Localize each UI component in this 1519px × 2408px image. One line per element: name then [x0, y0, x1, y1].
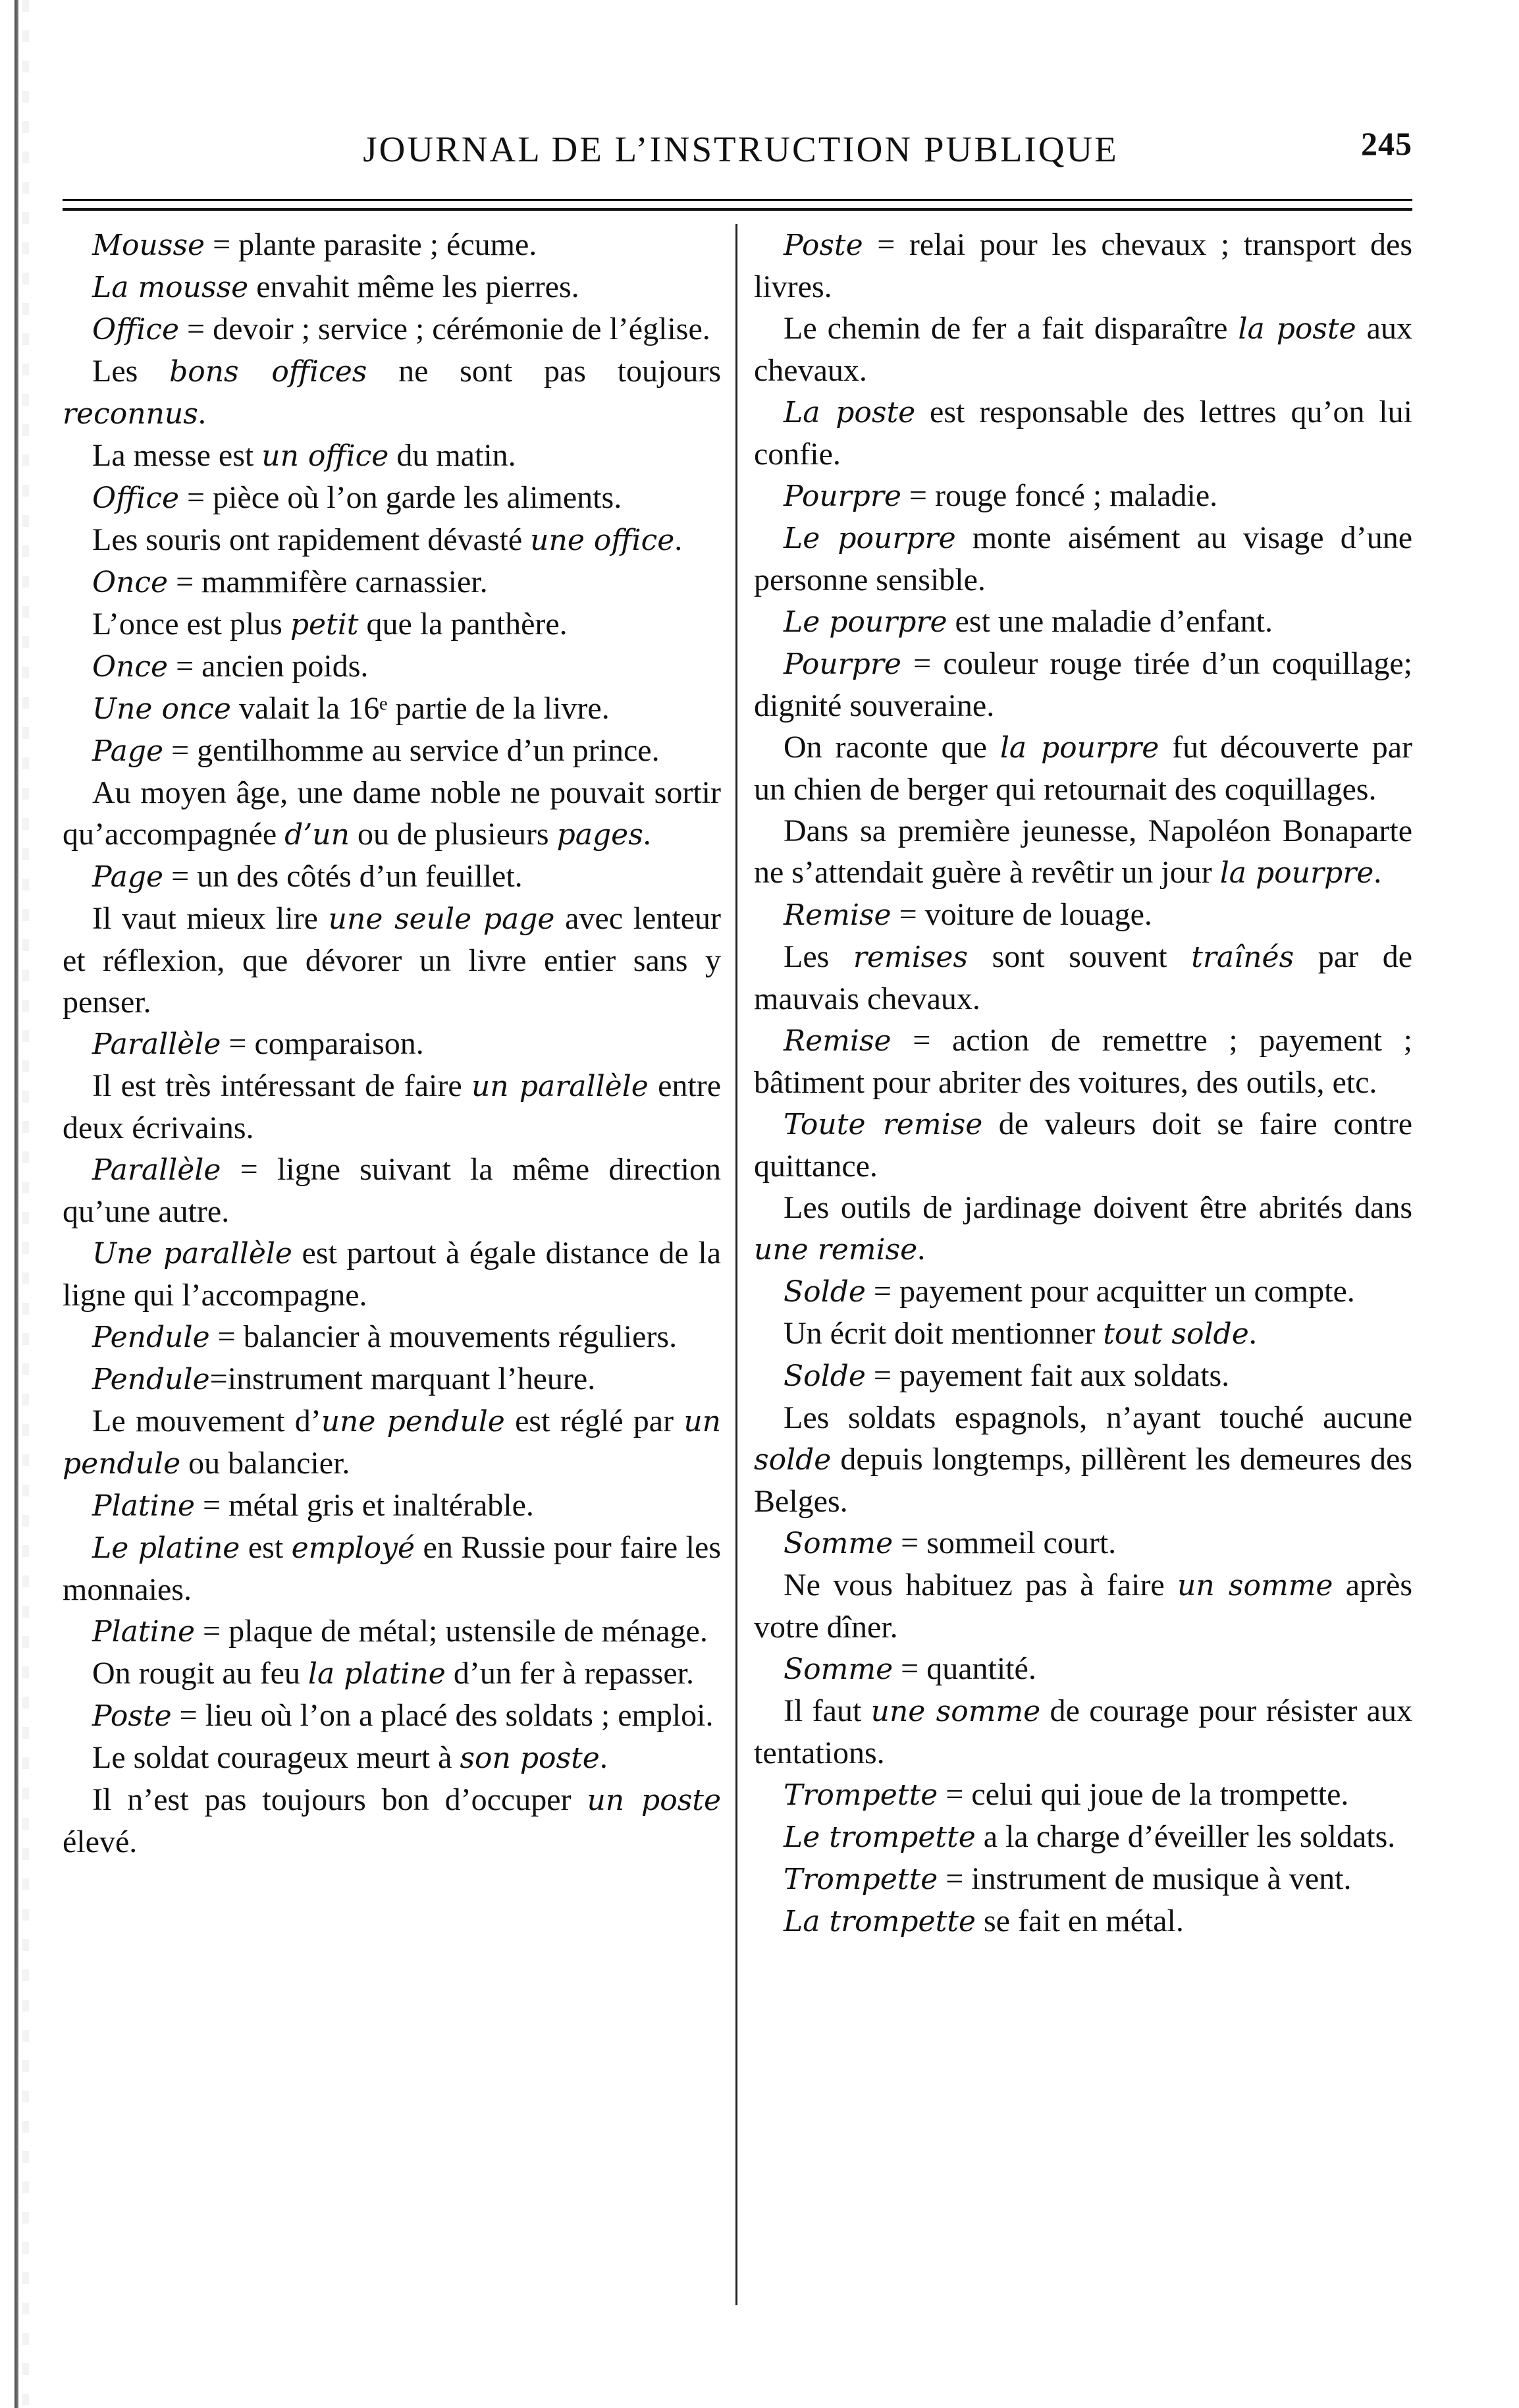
entry-paragraph [754, 224, 1412, 308]
text-run: = mammifère carnassier. [168, 564, 488, 599]
entry-paragraph [63, 1653, 721, 1695]
text-run: = payement pour acquitter un compte. [865, 1274, 1355, 1309]
italic-term: Office [92, 313, 179, 346]
italic-term: Remise [784, 898, 892, 932]
entry-paragraph [63, 224, 721, 266]
text-run: = couleur rouge tirée d’un coquillage; dignité souveraine. [754, 646, 1412, 723]
entry-paragraph [754, 726, 1412, 810]
two-column-body [63, 224, 1412, 2305]
text-run: = métal gris et inaltérable. [195, 1488, 534, 1523]
entry-paragraph [63, 1779, 721, 1863]
entry-paragraph [754, 1103, 1412, 1187]
entry-paragraph [754, 475, 1412, 517]
entry-paragraph [754, 308, 1412, 391]
text-run: Dans sa première jeunesse, Napoléon Bonaparte ne s’attendait guère à revêtir un jour [754, 813, 1412, 890]
text-run: . [643, 817, 651, 852]
text-run: de courage pour résister aux tentations. [754, 1693, 1412, 1770]
text-run: que la panthère. [358, 607, 568, 642]
text-run: . [917, 1232, 926, 1267]
text-run: Les soldats espagnols, n’ayant touché aucune [784, 1400, 1412, 1435]
text-run: = celui qui joue de la trompette. [938, 1777, 1349, 1812]
italic-term: Page [92, 860, 164, 894]
entry-paragraph [754, 1774, 1412, 1816]
italic-term: Office [92, 481, 179, 515]
text-run: se fait en métal. [975, 1903, 1184, 1938]
text-run: fut découverte par un chien de berger qui retournait des coquillages. [754, 730, 1412, 807]
text-run: La messe est [92, 438, 262, 473]
text-run: valait la 16ᵉ partie de la livre. [230, 691, 610, 726]
text-run: Le mouvement d’ [92, 1404, 321, 1438]
column-divider [735, 224, 737, 2305]
text-run: = lieu où l’on a placé des soldats ; emploi. [171, 1698, 714, 1733]
italic-term: Platine [92, 1489, 196, 1523]
entry-paragraph [754, 601, 1412, 643]
italic-term: un pendule [63, 1405, 721, 1481]
entry-paragraph [63, 1485, 721, 1527]
running-header [63, 125, 1412, 188]
italic-term: Pendule [92, 1363, 210, 1396]
italic-term: La poste [784, 396, 916, 429]
text-run: Il est très intéressant de faire [92, 1068, 471, 1103]
entry-paragraph [754, 1900, 1412, 1942]
italic-term: Parallèle [92, 1027, 221, 1061]
entry-paragraph [63, 435, 721, 477]
entry-paragraph [63, 603, 721, 645]
entry-paragraph [754, 894, 1412, 936]
text-run: . [1248, 1316, 1257, 1351]
text-run: = rouge foncé ; maladie. [901, 478, 1218, 513]
text-run: ou de plusieurs [349, 817, 557, 852]
entry-paragraph [63, 1065, 721, 1149]
entry-paragraph [63, 1358, 721, 1400]
text-run: Au moyen âge, une dame noble ne pouvait sortir qu’accompagnée [63, 775, 721, 852]
entry-paragraph [63, 730, 721, 772]
italic-term: Parallèle [92, 1153, 221, 1187]
entry-paragraph [754, 1020, 1412, 1103]
text-run: avec lenteur et réflexion, que dévorer un livre entier sans y penser. [63, 901, 721, 1020]
entry-paragraph [63, 1610, 721, 1653]
text-run: est partout à égale distance de la ligne qui l’accompagne. [63, 1236, 721, 1313]
entry-paragraph [63, 645, 721, 688]
header-rule-thick [63, 208, 1412, 211]
text-run: L’once est plus [92, 607, 290, 642]
text-run: On raconte que [784, 730, 1000, 765]
text-run: Il faut [784, 1693, 871, 1728]
text-run: = voiture de louage. [891, 897, 1152, 932]
italic-term: Mousse [92, 229, 205, 262]
italic-term: d’un [284, 818, 350, 852]
italic-term: bons offices [169, 355, 367, 389]
entry-paragraph [754, 1690, 1412, 1774]
text-run: après votre dîner. [754, 1568, 1412, 1645]
entry-paragraph [63, 1232, 721, 1316]
text-run: entre deux écrivains. [63, 1068, 721, 1145]
text-run: = instrument de musique à vent. [938, 1861, 1352, 1896]
text-run: = pièce où l’on garde les aliments. [179, 480, 622, 515]
text-run: Les [92, 354, 170, 389]
entry-paragraph [63, 266, 721, 308]
entry-paragraph [754, 1397, 1412, 1522]
italic-term: un poste [587, 1784, 721, 1817]
italic-term: une office [530, 524, 675, 557]
text-run: d’un fer à repasser. [445, 1656, 694, 1691]
entry-paragraph [754, 1564, 1412, 1648]
italic-term: Toute remise [784, 1108, 983, 1141]
entry-paragraph [63, 1695, 721, 1737]
text-run: envahit même les pierres. [248, 269, 579, 304]
text-run: . [1373, 855, 1382, 890]
right-column [754, 224, 1412, 2305]
italic-term: un somme [1177, 1569, 1333, 1602]
italic-term: la pourpre [1219, 856, 1374, 890]
text-run: élevé. [63, 1824, 138, 1859]
entry-paragraph [63, 688, 721, 730]
text-run: est réglé par [504, 1404, 684, 1438]
text-run: = plaque de métal; ustensile de ménage. [195, 1614, 708, 1649]
text-run: = ancien poids. [168, 649, 369, 684]
text-run: = payement fait aux soldats. [865, 1358, 1230, 1393]
entry-paragraph [63, 898, 721, 1023]
text-run: en Russie pour faire les monnaies. [63, 1530, 721, 1607]
italic-term: un office [261, 439, 389, 473]
italic-term: Le platine [92, 1531, 240, 1565]
italic-term: pages [556, 818, 643, 852]
italic-term: Remise [784, 1024, 892, 1058]
italic-term: la pourpre [999, 731, 1159, 765]
text-run: On rougit au feu [92, 1656, 308, 1691]
italic-term: un parallèle [471, 1070, 649, 1103]
text-run: est une maladie d’enfant. [947, 604, 1273, 639]
left-column [63, 224, 721, 2305]
italic-term: traînés [1191, 941, 1294, 974]
italic-term: une pendule [321, 1405, 505, 1438]
text-run: Il n’est pas toujours bon d’occuper [92, 1782, 587, 1817]
italic-term: Once [92, 566, 169, 599]
italic-term: Une parallèle [92, 1237, 292, 1271]
entry-paragraph [754, 391, 1412, 475]
italic-term: une somme [870, 1695, 1041, 1728]
text-run: . [599, 1740, 608, 1775]
entry-paragraph [63, 1737, 721, 1779]
text-run: par de mauvais chevaux. [754, 939, 1412, 1016]
entry-paragraph [63, 856, 721, 898]
text-run: = relai pour les chevaux ; transport des livres. [754, 227, 1412, 304]
text-run: = balancier à mouvements réguliers. [209, 1319, 678, 1354]
italic-term: Somme [784, 1527, 893, 1560]
italic-term: Pourpre [784, 647, 901, 681]
text-run: Un écrit doit mentionner [784, 1316, 1104, 1351]
entry-paragraph [63, 350, 721, 435]
text-run: du matin. [388, 438, 516, 473]
page-binding-edge [14, 0, 18, 2408]
entry-paragraph [754, 1187, 1412, 1271]
entry-paragraph [63, 561, 721, 603]
page-binding-shadow [22, 0, 29, 2408]
text-run: sont souvent [968, 939, 1192, 974]
italic-term: une seule page [328, 902, 555, 936]
text-run: . [674, 522, 683, 557]
entry-paragraph [754, 1522, 1412, 1564]
italic-term: Page [92, 734, 164, 768]
entry-paragraph [63, 772, 721, 856]
text-run: = quantité. [893, 1651, 1036, 1686]
entry-paragraph [754, 1313, 1412, 1355]
text-run: monte aisément au visage d’une personne sensible. [754, 520, 1412, 597]
entry-paragraph [754, 517, 1412, 601]
text-run: = plante parasite ; écume. [205, 227, 537, 262]
italic-term: reconnus [63, 397, 198, 431]
text-run: =instrument marquant l’heure. [209, 1361, 596, 1396]
text-run: = un des côtés d’un feuillet. [163, 859, 523, 894]
text-run: = devoir ; service ; cérémonie de l’église. [179, 312, 710, 346]
italic-term: Poste [92, 1699, 172, 1733]
italic-term: Trompette [784, 1863, 938, 1896]
journal-title: JOURNAL DE L’INSTRUCTION PUBLIQUE [363, 129, 1119, 169]
italic-term: Une once [92, 692, 231, 726]
text-run: aux chevaux. [754, 311, 1412, 388]
entry-paragraph [754, 1858, 1412, 1900]
italic-term: La mousse [92, 271, 249, 304]
italic-term: petit [290, 608, 359, 642]
text-run: est responsable des lettres qu’on lui confie. [754, 395, 1412, 472]
text-run: a la charge d’éveiller les soldats. [975, 1819, 1396, 1854]
entry-paragraph [63, 1316, 721, 1358]
entry-paragraph [63, 1149, 721, 1232]
entry-paragraph [63, 308, 721, 350]
italic-term: Once [92, 650, 169, 684]
text-run: = ligne suivant la même direction qu’une autre. [63, 1152, 721, 1229]
entry-paragraph [754, 936, 1412, 1020]
italic-term: Trompette [784, 1778, 938, 1812]
entry-paragraph [754, 1648, 1412, 1690]
entry-paragraph [63, 477, 721, 519]
italic-term: Poste [784, 229, 863, 262]
text-run: Il vaut mieux lire [92, 901, 329, 936]
text-run: Les souris ont rapidement dévasté [92, 522, 531, 557]
text-run: ou balancier. [180, 1446, 350, 1481]
text-run: ne sont pas toujours [367, 354, 721, 389]
text-run: = action de remettre ; payement ; bâtiment pour abriter des voitures, des outils, etc. [754, 1023, 1412, 1100]
text-run: depuis longtemps, pillèrent les demeures des Belges. [754, 1442, 1412, 1519]
italic-term: Le pourpre [784, 605, 947, 639]
italic-term: Somme [784, 1653, 893, 1686]
entry-paragraph [754, 810, 1412, 894]
italic-term: Le pourpre [784, 522, 956, 555]
italic-term: une remise [754, 1233, 918, 1267]
italic-term: Platine [92, 1615, 196, 1649]
entry-paragraph [754, 1816, 1412, 1858]
text-run: = gentilhomme au service d’un prince. [163, 733, 660, 768]
italic-term: solde [754, 1443, 832, 1477]
italic-term: Solde [784, 1359, 866, 1393]
text-run: Le soldat courageux meurt à [92, 1740, 460, 1775]
text-run: est [240, 1530, 292, 1565]
entry-paragraph [63, 1527, 721, 1610]
italic-term: tout solde [1103, 1317, 1249, 1351]
italic-term: son poste [460, 1741, 600, 1775]
header-rule-thin [63, 199, 1412, 201]
italic-term: la platine [307, 1657, 446, 1691]
italic-term: La trompette [784, 1905, 976, 1938]
text-run: Les [784, 939, 853, 974]
text-run: Le chemin de fer a fait disparaître [784, 311, 1239, 346]
italic-term: Le trompette [784, 1820, 976, 1854]
italic-term: employé [291, 1531, 415, 1565]
italic-term: remises [853, 941, 968, 974]
entry-paragraph [63, 1400, 721, 1485]
italic-term: Pendule [92, 1321, 210, 1354]
entry-paragraph [754, 1271, 1412, 1313]
italic-term: Solde [784, 1275, 866, 1309]
text-run: de valeurs doit se faire contre quittance. [754, 1107, 1412, 1184]
page-number: 245 [1361, 125, 1412, 162]
italic-term: Pourpre [784, 479, 901, 513]
entry-paragraph [63, 1023, 721, 1065]
text-run: Les outils de jardinage doivent être abrités dans [784, 1190, 1412, 1225]
text-run: = sommeil court. [893, 1525, 1117, 1560]
italic-term: la poste [1238, 312, 1356, 346]
entry-paragraph [63, 519, 721, 561]
text-run: . [198, 396, 206, 431]
text-run: = comparaison. [221, 1026, 424, 1061]
entry-paragraph [754, 643, 1412, 726]
entry-paragraph [754, 1355, 1412, 1397]
text-run: Ne vous habituez pas à faire [784, 1568, 1177, 1602]
